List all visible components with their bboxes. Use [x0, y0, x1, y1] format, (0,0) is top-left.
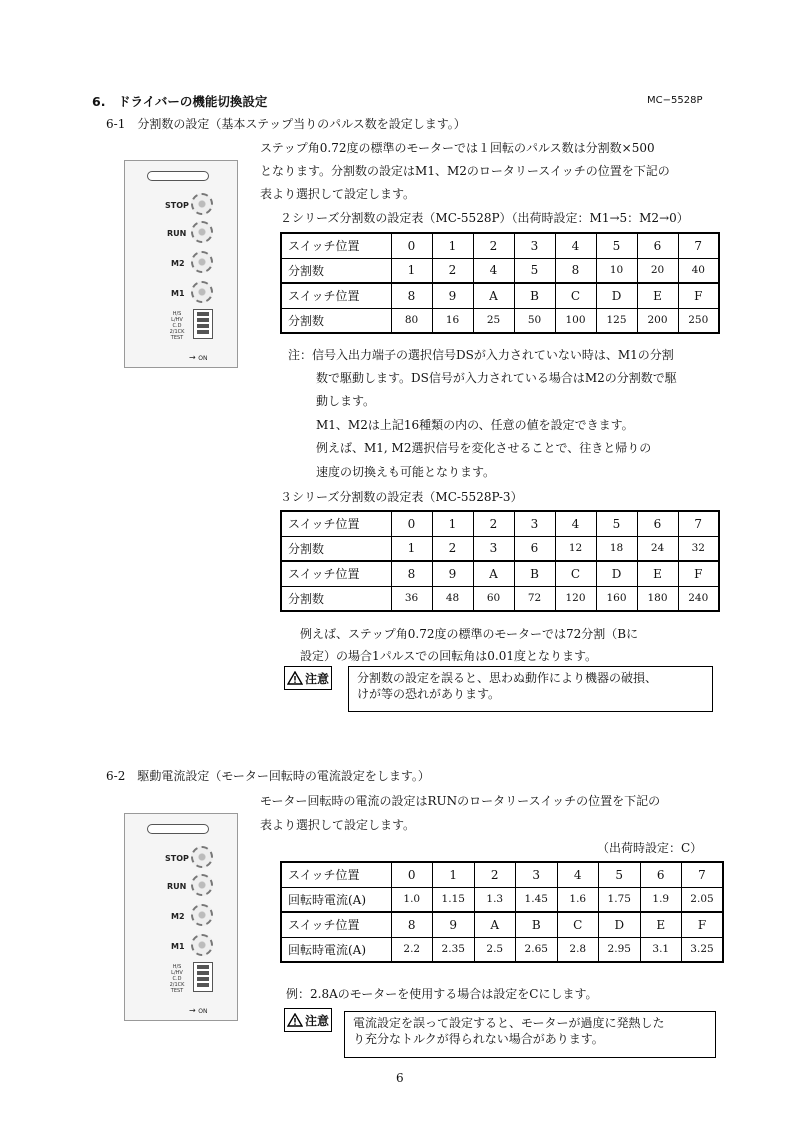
- heading-6-2: 6-2 駆動電流設定（モーター回転時の電流設定をします。）: [106, 769, 430, 783]
- section-title: 6. ドライバーの機能切換設定: [92, 94, 268, 109]
- row-label-value: 回転時電流(A): [281, 887, 391, 912]
- cell: 200: [637, 308, 678, 333]
- cell: 5: [514, 258, 555, 283]
- table3-caption: ３シリーズ分割数の設定表（MC-5528P-3）: [280, 490, 523, 504]
- driver-panel-image-2: [124, 813, 238, 1021]
- panel-label-stop: STOP: [165, 201, 189, 210]
- example-line-1: 例えば、ステップ角0.72度の標準のモーターでは72分割（Bに: [300, 627, 639, 641]
- cell: F: [678, 283, 719, 308]
- cell: 240: [678, 586, 719, 611]
- cell: 1: [433, 862, 475, 887]
- cell: 2.5: [474, 937, 516, 962]
- caution-text-line: り充分なトルクが得られない場合があります。: [353, 1032, 604, 1046]
- cell: 1.0: [391, 887, 433, 912]
- cell: 250: [678, 308, 719, 333]
- on-arrow: → ON: [189, 1006, 208, 1015]
- cell: 6: [637, 233, 678, 258]
- heading-6-1: 6-1 分割数の設定（基本ステップ当りのパルス数を設定します。）: [106, 117, 466, 131]
- cell: 5: [596, 233, 637, 258]
- driver-panel-image-1: [124, 160, 238, 368]
- cell: 4: [557, 862, 599, 887]
- cell: E: [640, 912, 682, 937]
- cell: 12: [555, 536, 596, 561]
- caution-text-line: 分割数の設定を誤ると、思わぬ動作により機器の破損、: [357, 671, 658, 685]
- cell: 16: [432, 308, 473, 333]
- cell: 1.6: [557, 887, 599, 912]
- rotary-switch-m2-icon: [191, 251, 213, 273]
- intro-line-3: 表より選択して設定します。: [260, 187, 416, 201]
- cell: 18: [596, 536, 637, 561]
- note-line-3: 動します。: [316, 394, 376, 408]
- cell: 8: [391, 912, 433, 937]
- note-line-6: 速度の切換えも可能となります。: [316, 465, 496, 479]
- rotary-switch-m2-icon: [191, 904, 213, 926]
- cell: 20: [637, 258, 678, 283]
- cell: 5: [596, 511, 637, 536]
- cell: 9: [432, 561, 473, 586]
- cell: 1: [432, 233, 473, 258]
- row-label-value: 分割数: [281, 308, 391, 333]
- note-line-2: 数で駆動します。DS信号が入力されている場合はM2の分割数で駆: [316, 371, 677, 385]
- cell: D: [596, 561, 637, 586]
- cell: 2: [474, 862, 516, 887]
- cell: 5: [599, 862, 641, 887]
- cell: E: [637, 561, 678, 586]
- cell: C: [557, 912, 599, 937]
- row-label-switch: スイッチ位置: [281, 511, 391, 536]
- intro-line-1: ステップ角0.72度の標準のモーターでは１回転のパルス数は分割数×500: [260, 141, 655, 155]
- cell: 8: [555, 258, 596, 283]
- cell: 3.25: [682, 937, 724, 962]
- cell: 10: [596, 258, 637, 283]
- dip-switch-icon: [193, 309, 213, 339]
- dip-labels: H/S L/HV C.D 2/1CK TEST: [169, 311, 185, 341]
- table-3-series-division: [280, 510, 720, 612]
- cell: 6: [637, 511, 678, 536]
- table-run-current: [280, 861, 724, 963]
- rotary-switch-m1-icon: [191, 934, 213, 956]
- cell: 2: [473, 511, 514, 536]
- cell: 1.9: [640, 887, 682, 912]
- cell: 7: [682, 862, 724, 887]
- cell: 1.15: [433, 887, 475, 912]
- table-2-series-division: [280, 232, 720, 334]
- row-label-value: 回転時電流(A): [281, 937, 391, 962]
- cell: B: [514, 283, 555, 308]
- cell: 7: [678, 511, 719, 536]
- caution-label-2: [284, 1008, 332, 1032]
- cell: 3: [514, 233, 555, 258]
- cell: 3.1: [640, 937, 682, 962]
- on-arrow: → ON: [189, 353, 208, 362]
- cell: D: [596, 283, 637, 308]
- cell: C: [555, 561, 596, 586]
- caution-label-text: 注意: [305, 671, 330, 686]
- cell: 4: [555, 511, 596, 536]
- note-line-1: 注：信号入出力端子の選択信号DSが入力されていない時は、M1の分割: [288, 348, 674, 362]
- table2-caption: ２シリーズ分割数の設定表（MC-5528P）（出荷時設定：M1→5：M2→0）: [280, 211, 689, 225]
- cell: 9: [433, 912, 475, 937]
- cell: 1.75: [599, 887, 641, 912]
- s2-example: 例：2.8Aのモーターを使用する場合は設定をCにします。: [286, 987, 598, 1001]
- rotary-switch-run-icon: [191, 221, 213, 243]
- panel-slot: [147, 824, 209, 834]
- cell: 60: [473, 586, 514, 611]
- dip-labels: H/S L/HV C.D 2/1CK TEST: [169, 964, 185, 994]
- panel-slot: [147, 171, 209, 181]
- s2-intro-line-1: モーター回転時の電流の設定はRUNのロータリースイッチの位置を下記の: [260, 794, 661, 808]
- cell: B: [514, 561, 555, 586]
- cell: 48: [432, 586, 473, 611]
- dip-switch-icon: [193, 962, 213, 992]
- cell: 9: [432, 283, 473, 308]
- row-label-switch: スイッチ位置: [281, 233, 391, 258]
- cell: A: [473, 283, 514, 308]
- cell: 4: [555, 233, 596, 258]
- cell: 50: [514, 308, 555, 333]
- panel-label-m2: M2: [171, 912, 185, 921]
- panel-label-run: RUN: [167, 229, 187, 238]
- cell: 6: [640, 862, 682, 887]
- cell: 36: [391, 586, 432, 611]
- cell: 7: [678, 233, 719, 258]
- cell: 160: [596, 586, 637, 611]
- caution-label-1: [284, 666, 332, 690]
- caution-box-2: [344, 1011, 716, 1058]
- panel-label-m1: M1: [171, 942, 185, 951]
- cell: 2: [473, 233, 514, 258]
- cell: 3: [516, 862, 558, 887]
- cell: 3: [514, 511, 555, 536]
- s2-intro-line-2: 表より選択して設定します。: [260, 818, 416, 832]
- cell: 100: [555, 308, 596, 333]
- row-label-switch: スイッチ位置: [281, 561, 391, 586]
- caution-box-1: [348, 666, 713, 712]
- cell: A: [474, 912, 516, 937]
- panel-label-m2: M2: [171, 259, 185, 268]
- model-number: MC−5528P: [647, 95, 703, 106]
- cell: F: [678, 561, 719, 586]
- cell: 2.35: [433, 937, 475, 962]
- cell: 72: [514, 586, 555, 611]
- row-label-value: 分割数: [281, 586, 391, 611]
- caution-label-text: 注意: [305, 1013, 330, 1028]
- note-line-5: 例えば、M1, M2選択信号を変化させることで、往きと帰りの: [316, 441, 652, 455]
- panel-label-stop: STOP: [165, 854, 189, 863]
- intro-line-2: となります。分割数の設定はM1、M2のロータリースイッチの位置を下記の: [260, 164, 670, 178]
- cell: A: [473, 561, 514, 586]
- cell: 120: [555, 586, 596, 611]
- cell: 8: [391, 283, 432, 308]
- cell: 2.95: [599, 937, 641, 962]
- cell: 2: [432, 536, 473, 561]
- cell: 25: [473, 308, 514, 333]
- cell: 2: [432, 258, 473, 283]
- rotary-switch-stop-icon: [191, 193, 213, 215]
- caution-text-line: 電流設定を誤って設定すると、モーターが過度に発熱した: [353, 1016, 665, 1030]
- cell: 32: [678, 536, 719, 561]
- cell: 1: [391, 536, 432, 561]
- cell: 2.2: [391, 937, 433, 962]
- warning-triangle-icon: [287, 671, 303, 685]
- panel-label-run: RUN: [167, 882, 187, 891]
- cell: 125: [596, 308, 637, 333]
- cell: 2.05: [682, 887, 724, 912]
- cell: D: [599, 912, 641, 937]
- cell: E: [637, 283, 678, 308]
- rotary-switch-run-icon: [191, 874, 213, 896]
- note-line-4: M1、M2は上記16種類の内の、任意の値を設定できます。: [316, 418, 634, 432]
- page-number: 6: [396, 1071, 404, 1085]
- row-label-switch: スイッチ位置: [281, 862, 391, 887]
- rotary-switch-m1-icon: [191, 281, 213, 303]
- cell: C: [555, 283, 596, 308]
- cell: 1.3: [474, 887, 516, 912]
- factory-setting: （出荷時設定：C）: [597, 841, 703, 855]
- cell: 80: [391, 308, 432, 333]
- cell: F: [682, 912, 724, 937]
- example-line-2: 設定）の場合1パルスでの回転角は0.01度となります。: [300, 649, 598, 663]
- cell: 1.45: [516, 887, 558, 912]
- cell: 40: [678, 258, 719, 283]
- cell: 1: [391, 258, 432, 283]
- row-label-value: 分割数: [281, 258, 391, 283]
- cell: 3: [473, 536, 514, 561]
- cell: 24: [637, 536, 678, 561]
- caution-text-line: けが等の恐れがあります。: [357, 687, 501, 701]
- row-label-switch: スイッチ位置: [281, 283, 391, 308]
- cell: 180: [637, 586, 678, 611]
- cell: 0: [391, 511, 432, 536]
- cell: 4: [473, 258, 514, 283]
- panel-label-m1: M1: [171, 289, 185, 298]
- cell: 8: [391, 561, 432, 586]
- row-label-value: 分割数: [281, 536, 391, 561]
- cell: 2.65: [516, 937, 558, 962]
- cell: 6: [514, 536, 555, 561]
- row-label-switch: スイッチ位置: [281, 912, 391, 937]
- cell: 0: [391, 233, 432, 258]
- cell: 2.8: [557, 937, 599, 962]
- rotary-switch-stop-icon: [191, 846, 213, 868]
- cell: 0: [391, 862, 433, 887]
- cell: 1: [432, 511, 473, 536]
- warning-triangle-icon: [287, 1013, 303, 1027]
- cell: B: [516, 912, 558, 937]
